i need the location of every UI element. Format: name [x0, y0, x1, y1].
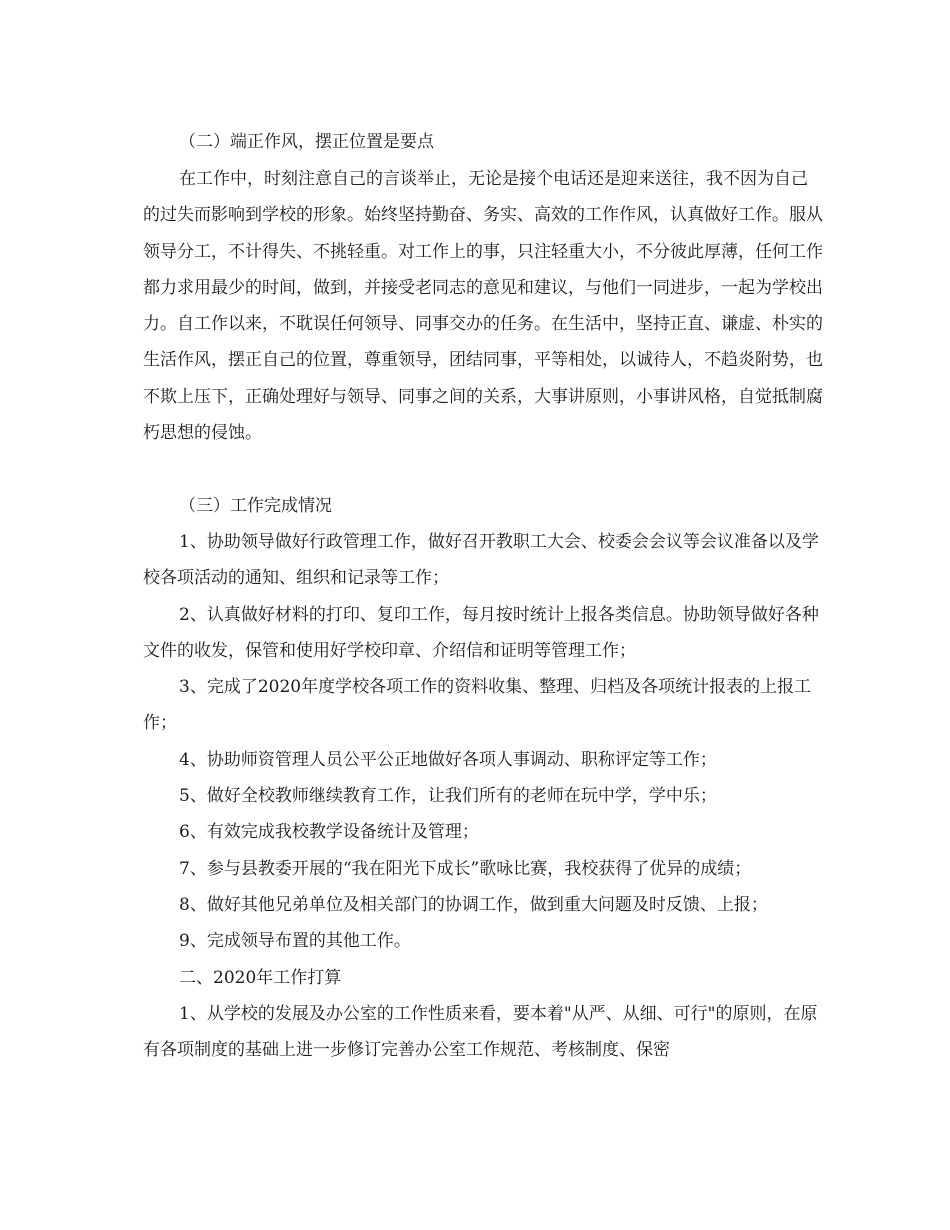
- paragraph-plan-item-1: 1、从学校的发展及办公室的工作性质来看，要本着"从严、从细、可行"的原则，在原有各项制度的基础上进一步修订完善办公室工作规范、考核制度、保密: [143, 1004, 818, 1061]
- paragraph-work-style: 在工作中，时刻注意自己的言谈举止，无论是接个电话还是迎来送往，我不因为自己的过失而影响到学校的形象。始终坚持勤奋、务实、高效的工作作风，认真做好工作。服从领导分工，不计得失、不挑轻重。对工作上的事，只注轻重大小，不分彼此厚薄，任何工作都力求用最少的时间，做到，并接受老同志的意见和建议，与他们一同进步，一起为学校出力。自工作以来，不耽误任何领导、同事交办的任务。在生活中，坚持正直、谦虚、朴实的生活作风，摆正自己的位置，尊重领导，团结同事，平等相处，以诚待人，不趋炎附势，也不欺上压下，正确处理好与领导、同事之间的关系，大事讲原则，小事讲风格，自觉抵制腐朽思想的侵蚀。: [143, 169, 823, 444]
- list-item: 5、做好全校教师继续教育工作，让我们所有的老师在玩中学，学中乐；: [179, 786, 717, 806]
- list-item: 8、做好其他兄弟单位及相关部门的协调工作，做到重大问题及时反馈、上报；: [179, 895, 768, 915]
- list-item: 1、协助领导做好行政管理工作，做好召开教职工大会、校委会会议等会议准备以及学校各项活动的通知、组织和记录等工作；: [143, 532, 819, 589]
- list-item: 3、完成了2020年度学校各项工作的资料收集、整理、归档及各项统计报表的上报工作；: [143, 677, 812, 734]
- list-item: 4、协助师资管理人员公平公正地做好各项人事调动、职称评定等工作；: [179, 750, 717, 770]
- list-item: 6、有效完成我校教学设备统计及管理；: [179, 822, 479, 842]
- section-heading-plan: 二、2020年工作打算: [179, 968, 342, 988]
- list-item: 7、参与县教委开展的“我在阳光下成长”歌咏比赛，我校获得了优异的成绩；: [179, 859, 752, 879]
- section-heading-completion: （三）工作完成情况: [179, 496, 332, 516]
- list-item: 2、认真做好材料的打印、复印工作，每月按时统计上报各类信息。协助领导做好各种文件的收发，保管和使用好学校印章、介绍信和证明等管理工作；: [143, 605, 819, 662]
- section-heading-work-style: （二）端正作风，摆正位置是要点: [179, 132, 434, 152]
- list-item: 9、完成领导布置的其他工作。: [179, 931, 411, 951]
